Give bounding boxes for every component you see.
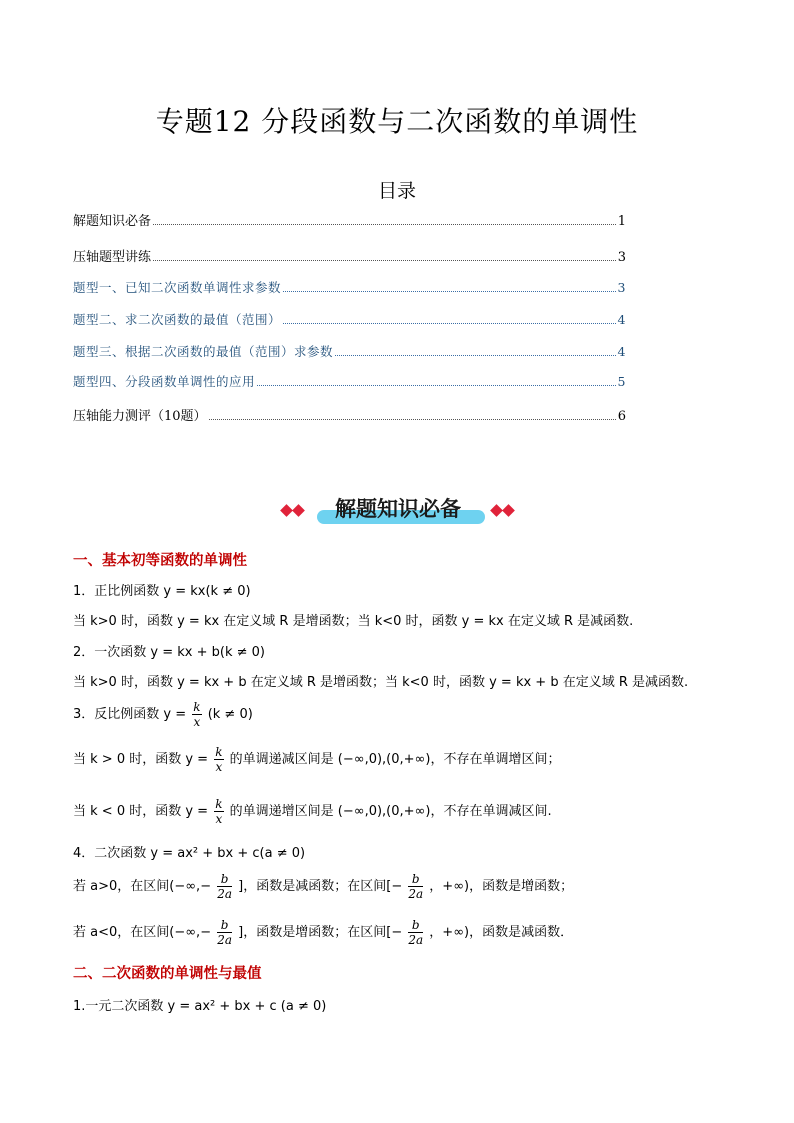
toc-entry-page: 6 <box>617 409 626 424</box>
toc-leader-dots <box>153 223 616 225</box>
toc-entry-page: 1 <box>617 214 626 229</box>
toc-leader-dots <box>257 384 616 386</box>
item-text-part: 当 k > 0 时，函数 y = <box>73 752 209 767</box>
diamond-icon <box>280 504 293 517</box>
item-text <box>73 872 573 901</box>
toc-entry-page: 4 <box>617 312 626 327</box>
item-text-part: ，+∞)，函数是减函数． <box>429 925 574 940</box>
diamond-icon <box>292 504 305 517</box>
fraction <box>192 700 201 729</box>
section-heading: 一、基本初等函数的单调性 <box>73 553 247 569</box>
fraction <box>214 797 223 826</box>
item-title: 1.一元二次函数 y = ax² + bx + c (a ≠ 0) <box>73 999 327 1014</box>
item-text-part: 3．反比例函数 y = <box>73 707 187 722</box>
toc-entry-label: 压轴题型讲练 <box>73 250 152 265</box>
page-title: 专题12 分段函数与二次函数的单调性 <box>155 105 639 138</box>
toc-entry[interactable] <box>73 278 626 296</box>
toc-entry-label: 题型三、根据二次函数的最值（范围）求参数 <box>73 344 334 359</box>
item-text-part: 若 a>0，在区间(−∞,− <box>73 879 212 894</box>
fraction-numerator: k <box>215 745 223 759</box>
fraction <box>214 745 223 774</box>
toc-entry-label: 题型一、已知二次函数单调性求参数 <box>73 280 282 295</box>
item-text-part: ]，函数是减函数；在区间[− <box>238 879 403 894</box>
item-text-part: ，+∞)，函数是增函数； <box>429 879 574 894</box>
item-text: 当 k>0 时，函数 y = kx + b 在定义域 R 是增函数；当 k<0 时，函数 y = kx + b 在定义域 R 是减函数. <box>73 675 689 690</box>
banner-title: 解题知识必备 <box>335 497 461 521</box>
fraction-numerator: b <box>408 918 423 933</box>
item-title <box>73 700 253 729</box>
fraction <box>217 918 232 947</box>
toc-entry-page: 3 <box>617 280 626 295</box>
toc-entry[interactable] <box>73 210 626 229</box>
fraction-denominator: x <box>215 760 223 774</box>
section-heading: 二、二次函数的单调性与最值 <box>73 966 262 982</box>
fraction-numerator: b <box>217 918 232 933</box>
diamond-icon <box>502 504 515 517</box>
item-text <box>73 918 573 947</box>
item-text-part: 若 a<0，在区间(−∞,− <box>73 925 212 940</box>
toc-leader-dots <box>283 322 616 324</box>
toc-entry-label: 题型二、求二次函数的最值（范围） <box>73 312 282 327</box>
toc-entry-label: 解题知识必备 <box>73 214 152 229</box>
fraction-denominator: 2a <box>217 887 233 901</box>
fraction-denominator: x <box>215 812 223 826</box>
toc-entry[interactable] <box>73 342 626 360</box>
fraction <box>217 872 232 901</box>
item-text-part: (k ≠ 0) <box>207 707 253 722</box>
item-text-part: 当 k < 0 时，函数 y = <box>73 804 209 819</box>
item-text-part: 的单调递增区间是 (−∞,0),(0,+∞)，不存在单调减区间. <box>229 804 552 819</box>
toc-leader-dots <box>153 259 616 261</box>
item-text-part: 的单调递减区间是 (−∞,0),(0,+∞)，不存在单调增区间； <box>229 752 561 767</box>
diamond-icon <box>490 504 503 517</box>
toc-entry[interactable] <box>73 405 626 424</box>
toc-entry-label: 题型四、分段函数单调性的应用 <box>73 374 256 389</box>
item-title: 4．二次函数 y = ax² + bx + c(a ≠ 0) <box>73 846 306 861</box>
toc-leader-dots <box>283 290 616 292</box>
item-text <box>73 745 560 774</box>
fraction-numerator: k <box>215 797 223 811</box>
fraction-numerator: b <box>408 872 423 887</box>
toc-entry-page: 5 <box>617 374 626 389</box>
item-text-part: ]，函数是增函数；在区间[− <box>238 925 403 940</box>
toc-leader-dots <box>335 354 616 356</box>
toc-heading: 目录 <box>377 180 416 202</box>
toc-entry[interactable] <box>73 246 626 265</box>
toc-leader-dots <box>209 418 616 420</box>
fraction-denominator: x <box>193 715 201 729</box>
fraction-numerator: k <box>193 700 201 714</box>
fraction-denominator: 2a <box>408 933 424 947</box>
item-text: 当 k>0 时，函数 y = kx 在定义域 R 是增函数；当 k<0 时，函数 y = kx 在定义域 R 是减函数. <box>73 614 634 629</box>
item-title: 1．正比例函数 y = kx(k ≠ 0) <box>73 584 251 599</box>
toc-entry-label: 压轴能力测评（10题） <box>73 409 207 424</box>
fraction-denominator: 2a <box>408 887 424 901</box>
item-text <box>73 797 552 826</box>
item-title: 2．一次函数 y = kx + b(k ≠ 0) <box>73 645 265 660</box>
toc-entry-page: 4 <box>617 344 626 359</box>
fraction-denominator: 2a <box>217 933 233 947</box>
toc-entry-page: 3 <box>617 250 626 265</box>
toc-entry[interactable] <box>73 310 626 328</box>
fraction <box>408 918 423 947</box>
fraction-numerator: b <box>217 872 232 887</box>
fraction <box>408 872 423 901</box>
toc-entry[interactable] <box>73 372 626 390</box>
section-banner <box>0 492 794 532</box>
